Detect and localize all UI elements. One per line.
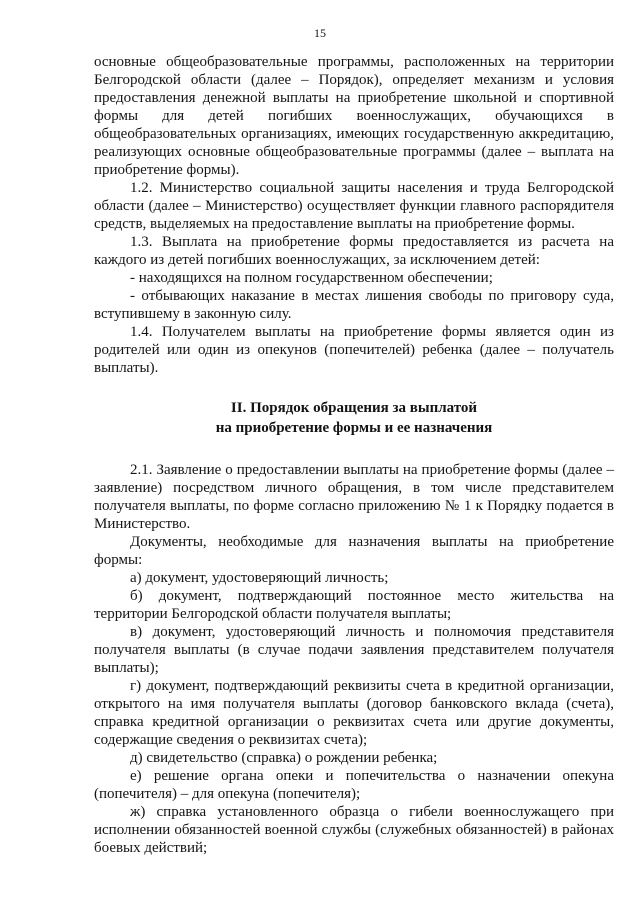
document-item-a: а) документ, удостоверяющий личность; (130, 570, 389, 586)
document-item-g: г) документ, подтверждающий реквизиты счета в кредитной организации, открытого на имя получателя выплаты (договор банковского вклада (счета), справка кредитной организации о реквизитах счета или другие документы, содержащие сведения о реквизитах счета); (94, 678, 614, 748)
document-body (94, 53, 614, 857)
section-heading (94, 398, 614, 438)
document-item-v: в) документ, удостоверяющий личность и полномочия представителя получателя выплаты (в случае подачи заявления представителем получателя выплаты); (94, 624, 614, 676)
page-number: 15 (314, 26, 326, 40)
document-item-b: б) документ, подтверждающий постоянное место жительства на территории Белгородской области получателя выплаты; (94, 588, 614, 622)
section-heading-line-2: на приобретение формы и ее назначения (215, 420, 493, 436)
document-item-e: е) решение органа опеки и попечительства о назначении опекуна (попечителя) – для опекуна (попечителя); (94, 768, 614, 802)
section-heading-line-1: II. Порядок обращения за выплатой (230, 400, 478, 416)
document-item-d: д) свидетельство (справка) о рождении ребенка; (130, 750, 438, 766)
paragraph-2-1: 2.1. Заявление о предоставлении выплаты на приобретение формы (далее – заявление) посредством личного обращения, в том числе представителем получателя выплаты, по форме согласно приложению № 1 к Порядку подается в Министерство. (94, 462, 614, 532)
paragraph-1-1-continuation: основные общеобразовательные программы, расположенных на территории Белгородской области (далее – Порядок), определяет механизм и условия предоставления денежной выплаты на приобретение школьной и спортивной формы для детей погибших военнослужащих, обучающихся в общеобразовательных организациях, имеющих государственную аккредитацию, реализующих основные общеобразовательные программы (далее – выплата на приобретение формы). (94, 54, 614, 178)
paragraph-1-3: 1.3. Выплата на приобретение формы предоставляется из расчета на каждого из детей погибших военнослужащих, за исключением детей: (94, 234, 614, 268)
exclusion-item-state-support: - находящихся на полном государственном обеспечении; (130, 270, 493, 286)
documents-intro: Документы, необходимые для назначения выплаты на приобретение формы: (94, 534, 614, 568)
exclusion-item-imprisonment: - отбывающих наказание в местах лишения свободы по приговору суда, вступившему в законную силу. (94, 288, 614, 322)
document-item-zh: ж) справка установленного образца о гибели военнослужащего при исполнении обязанностей военной службы (служебных обязанностей) в районах боевых действий; (94, 804, 614, 856)
paragraph-1-4: 1.4. Получателем выплаты на приобретение формы является один из родителей или один из опекунов (попечителей) ребенка (далее – получатель выплаты). (94, 324, 614, 376)
paragraph-1-2: 1.2. Министерство социальной защиты населения и труда Белгородской области (далее – Министерство) осуществляет функции главного распорядителя средств, выделяемых на предоставление выплаты на приобретение формы. (94, 180, 614, 232)
